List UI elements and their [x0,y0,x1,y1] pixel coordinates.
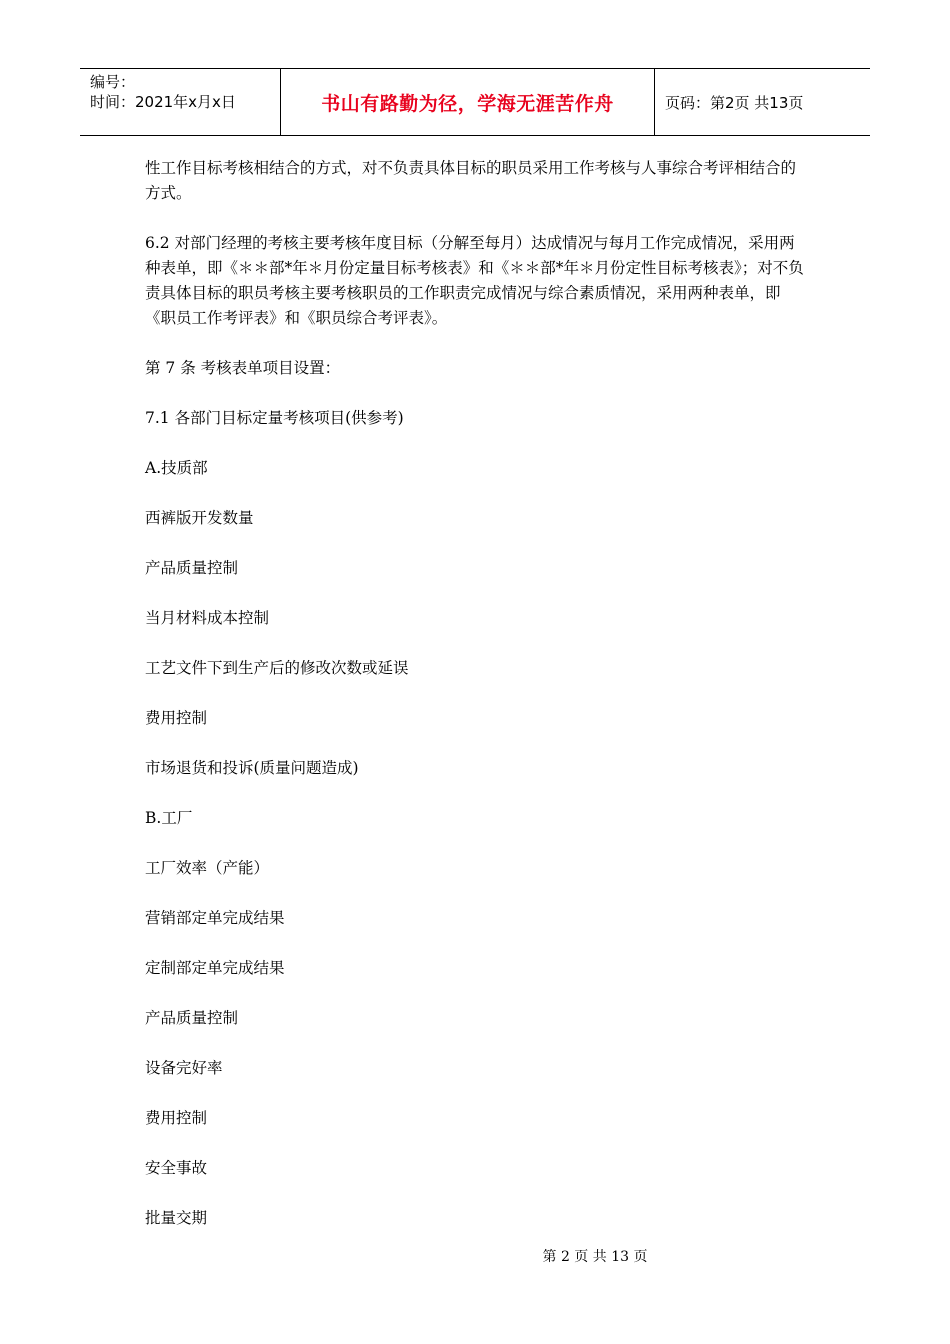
list-item: 工艺文件下到生产后的修改次数或延误 [145,659,409,677]
document-body [145,156,810,1256]
document-number-label: 编号： [90,73,136,91]
list-item: 批量交期 [145,1209,208,1227]
list-item: 西裤版开发数量 [145,509,254,527]
list-item: 市场退货和投诉(质量问题造成) [145,759,359,777]
list-item: 工厂效率（产能） [145,859,270,877]
list-item: 产品质量控制 [145,1009,239,1027]
header-page-cell [655,69,870,135]
document-date-label: 时间：2021年x月x日 [90,93,236,111]
header-motto: 书山有路勤为径，学海无涯苦作舟 [321,92,614,115]
list-item: 安全事故 [145,1159,208,1177]
page-footer: 第 2 页 共 13 页 [542,1249,648,1265]
list-item: 第 7 条 考核表单项目设置： [145,359,341,377]
list-item: 费用控制 [145,709,208,727]
item-list [145,356,810,1231]
paragraph-6-2: 6.2 对部门经理的考核主要考核年度目标（分解至每月）达成情况与每月工作完成情况，采用两种表单，即《＊＊部*年＊月份定量目标考核表》和《＊＊部*年＊月份定性目标考核表》；对不负责具体目标的职员考核主要考核职员的工作职责完成情况与综合素质情况，采用两种表单，即《职员工作考评表》和《职员综合考评表》。 [145,234,804,327]
list-item: 当月材料成本控制 [145,609,270,627]
list-item: A.技质部 [145,459,208,477]
header-motto-cell [281,69,655,135]
document-header [80,68,870,136]
header-page-info: 页码：第2页 共13页 [665,93,804,112]
list-item: 费用控制 [145,1109,208,1127]
list-item: 营销部定单完成结果 [145,909,285,927]
list-item: 定制部定单完成结果 [145,959,285,977]
list-item: 产品质量控制 [145,559,239,577]
paragraph-continuation: 性工作目标考核相结合的方式，对不负责具体目标的职员采用工作考核与人事综合考评相结合的方式。 [145,159,797,202]
list-item: 7.1 各部门目标定量考核项目(供参考) [145,409,404,427]
list-item: B.工厂 [145,809,193,827]
list-item: 设备完好率 [145,1059,223,1077]
header-meta-cell [80,69,281,135]
